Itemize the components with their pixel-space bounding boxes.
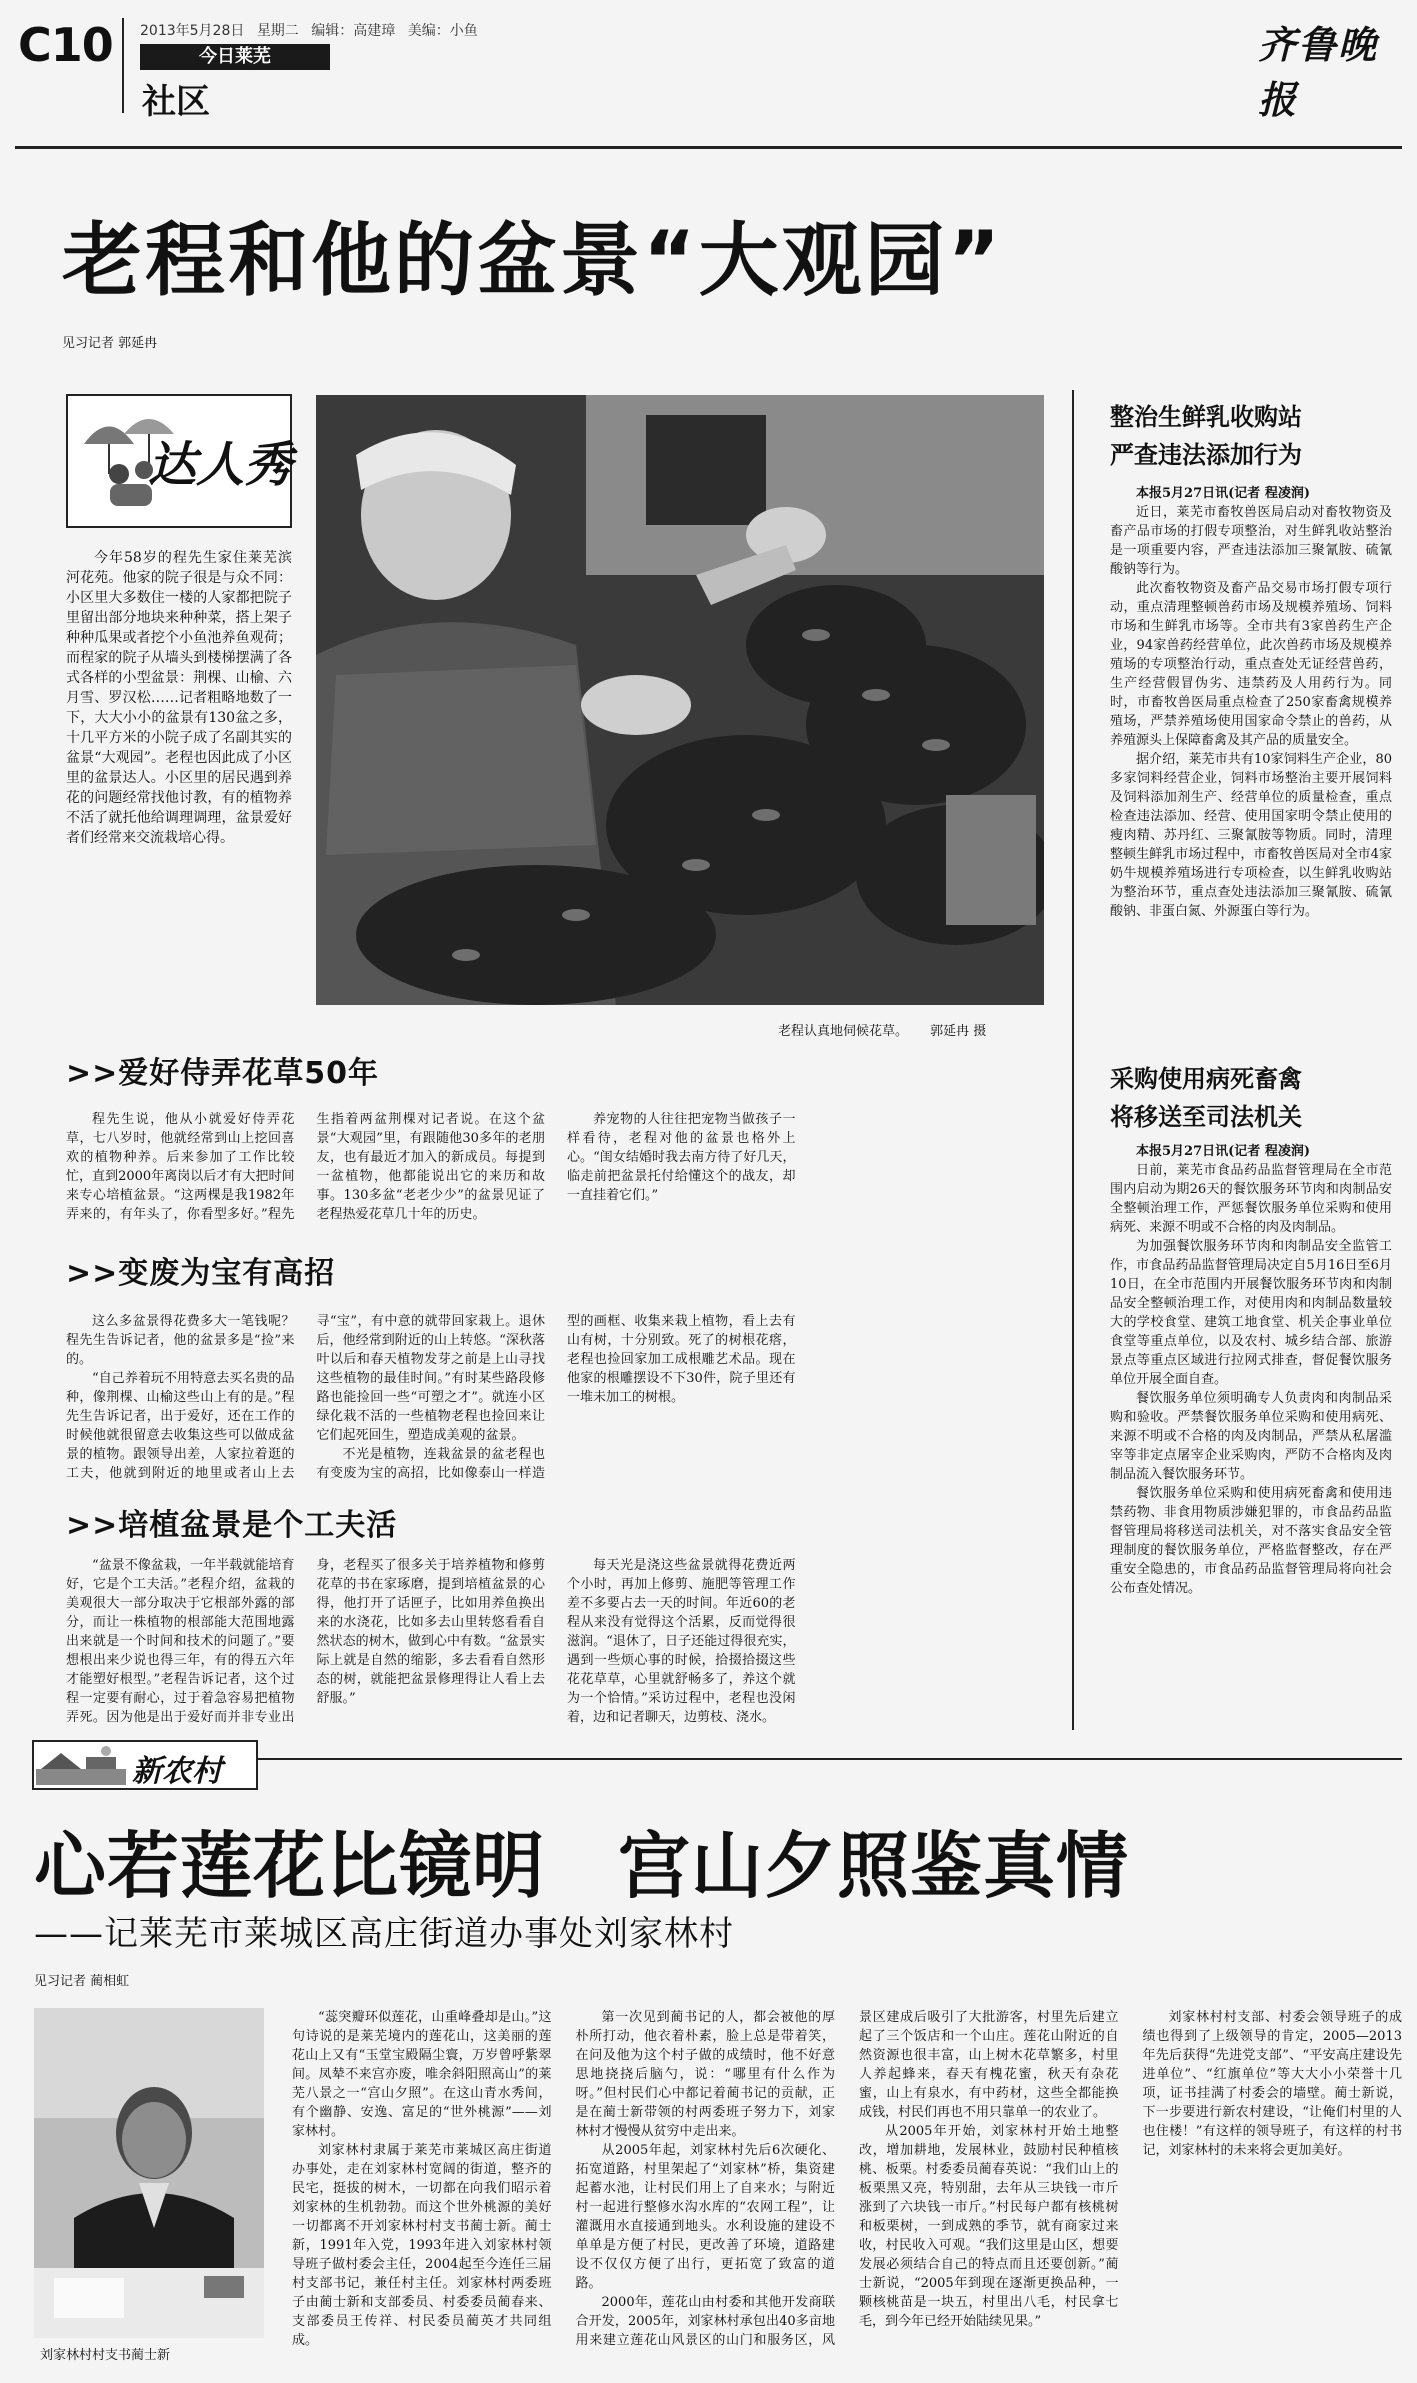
masthead-info: [140, 20, 478, 40]
paragraph: 刘家林村村支部、村委会领导班子的成绩也得到了上级领导的肯定，2005—2013年先后获得“先进党支部”、“平安高庄建设先进单位”、“红旗单位”等大大小小荣誉十几项，证书挂满了村委会的墙壁。蔺士新说，下一步要进行新农村建设，“让俺们村里的人也住楼！”有这样的领导班子，有这样的村书记，刘家林村的未来将会更加美好。: [1142, 2010, 1402, 2158]
paragraph: 近日，莱芜市畜牧兽医局启动对畜牧物资及畜产品市场的打假专项整治，对生鲜乳收站整治是一项重要内容，严查违法添加三聚氰胺、硫氰酸钠等行为。: [1110, 505, 1392, 577]
article-2-title: 心若莲花比镜明 宫山夕照鉴真情: [34, 1824, 1130, 1908]
gardener-figure-icon: [316, 395, 1044, 1005]
paragraph: 从2005年起，刘家林村先后6次硬化、拓宽道路，村里架起了“刘家林”桥，集资建起蓄水池，让村民们用上了自来水；与附近村一起进行整修水沟水库的“农网工程”，让灌溉用水直接通到地头。水利设施的建设不单单是方便了村民，更改善了环境，道路建设不仅仅方便了出行，更拓宽了致富的道路。: [575, 2143, 835, 2291]
section-body-3: [66, 1556, 1046, 1728]
designer-credit: 美编：小鱼: [407, 23, 478, 39]
sidebar-news-1-title-line2: 严查违法添加行为: [1110, 441, 1302, 469]
paragraph: 刘家林村隶属于莱芜市莱城区高庄街道办事处，走在刘家林村宽阔的街道，整齐的民宅，挺拔的树木，一切都在向我们昭示着刘家林的生机勃勃。而这个世外桃源的美好一切都离不开刘家林村村支书蔺士新。蔺士新，1991年入党，1993年进入刘家林村领导班子做村委会主任，2004起至今连任三届村支部书记，兼任村主任。刘家林村两委班子由蔺士新和支部委员、村委委员蔺春来、支部委员王传祥、村民委员蔺英才共同组成。: [292, 2143, 552, 2348]
farm-scene-icon: [36, 1743, 126, 1785]
sidebar-news-2-title: [1110, 1060, 1302, 1136]
section-tab: [140, 44, 330, 70]
paragraph: “自己养着玩不用特意去买名贵的品种，像荆棵、山榆这些山上有的是。”程先生告诉记者，出于爱好，还在工作的时候他就很留意去收集这些可以做成盆景的植物。跟领导出差，人家拉着逛的工夫，他就到附近的地里或者山上去寻“宝”，有中意的就带回家栽上。退休后，他经常到附近的山上转悠。“深秋落叶以后和春天植物发芽之前是上山寻找这些植物的最佳时间。”有时某些路段修路也能捡回一些“可塑之才”。就连小区绿化栽不活的一些植物老程也捡回来让它们起死回生，塑造成美观的盆景。: [66, 1314, 545, 1481]
editor-credit: 编辑：高建璋: [311, 23, 396, 39]
daren-badge-label: 达人秀: [148, 437, 293, 493]
paragraph: 日前，莱芜市食品药品监督管理局在全市范围内启动为期26天的餐饮服务环节肉和肉制品安全整顿治理工作，严惩餐饮服务单位采购和使用病死、来源不明或不合格的肉及肉制品。: [1110, 1163, 1392, 1235]
paragraph: 餐饮服务单位采购和使用病死畜禽和使用违禁药物、非食用物质涉嫌犯罪的，市食品药品监督管理局将移送司法机关，对不落实食品安全管理制度的餐饮服务单位，严格监督整改，存在严重安全隐患的，市食品药品监督管理局将向社会公布查处情况。: [1110, 1486, 1392, 1596]
paragraph: 此次畜牧物资及畜产品交易市场打假专项行动，重点清理整顿兽药市场及规模养殖场、饲料市场和生鲜乳市场等。全市共有3家兽药生产企业，94家兽药经营单位，此次兽药市场及规模养殖场的专项整治行动，重点查处无证经营兽药，生产经营假冒伪劣、违禁药及人用药行为。同时，市畜牧兽医局重点检查了250家畜禽规模养殖场，严禁养殖场使用国家命令禁止的兽药，从养殖源头上保障畜禽及其产品的质量安全。: [1110, 581, 1392, 748]
section-body-2: [66, 1312, 1046, 1496]
paragraph: 第一次见到蔺书记的人，都会被他的厚朴所打动，他衣着朴素，脸上总是带着笑，在问及他为这个村子做的成绩时，他不好意思地挠挠后脑勺，说：“哪里有什么作为呀。”但村民们心中都记着蔺书记的贡献，正是在蔺士新带领的村两委班子努力下，刘家林村才慢慢从贫穷中走出来。: [575, 2010, 835, 2139]
section-heading-1: >>爱好侍弄花草50年: [66, 1056, 380, 1091]
paragraph: 为加强餐饮服务环节肉和肉制品安全监管工作，市食品药品监督管理局决定自5月16日至6月10日，在全市范围内开展餐饮服务环节肉和肉制品安全整顿治理工作，对使用肉和肉制品数量较大的学校食堂、建筑工地食堂、机关企事业单位食堂等重点单位，以及农村、城乡结合部、旅游景点等重点区域进行拉网式排查，督促餐饮服务单位开展全面自查。: [1110, 1239, 1392, 1387]
paragraph: 2000年，莲花山由村委和其他开发商联合开发，2005年，刘家林村承包出40多亩地用来建立莲花山风景区的山门和服务区，风景区建成后吸引了大批游客，村里先后建立起了三个饭店和一个山庄。莲花山附近的自然资源也很丰富，山上树木花草繁多，村里人养起蜂来，春天有槐花蜜，秋天有杂花蜜，山上有泉水，有中药材，这些全都能换成钱，村民们再也不用只靠单一的农业了。: [575, 2010, 1119, 2348]
section-body-1: [66, 1110, 1046, 1228]
paragraph: 从2005年开始，刘家林村开始土地整改，增加耕地，发展林业，鼓励村民种植核桃、板栗。村委委员蔺春英说：“我们山上的板栗黑又亮，特别甜，去年从三块钱一市斤涨到了六块钱一市斤。”村民每户都有核桃树和板栗树，一到成熟的季节，就有商家过来收，村民收入可观。“我们这里是山区，想要发展必须结合自己的特点而且还要创新。”蔺士新说，“2005年到现在逐渐更换品种，一颗核桃苗是一块五，村里出八毛，村民拿七毛，到今年已经开始陆续见果。”: [859, 2124, 1119, 2329]
sidebar-news-1-body: [1110, 484, 1392, 1044]
section-heading-2: >>变废为宝有高招: [66, 1256, 336, 1291]
article-1-intro-text: 今年58岁的程先生家住莱芜滨河花苑。他家的院子很是与众不同：小区里大多数住一楼的人家都把院子里留出部分地块来种种菜，搭上架子种种瓜果或者挖个小鱼池养鱼观荷；而程家的院子从墙头到楼梯摆满了各式各样的小型盆景：荆棵、山榆、六月雪、罗汉松……记者粗略地数了一下，大大小小的盆景有130盆之多，十几平方米的小院子成了名副其实的盆景“大观园”。老程也因此成了小区里的盆景达人。小区里的居民遇到养花的问题经常找他讨教，有的植物养不活了就托他给调理调理，盆景爱好者们经常来交流栽培心得。: [66, 550, 292, 846]
article-2-rule: [66, 1758, 1402, 1760]
issue-weekday: 星期二: [256, 23, 299, 39]
paragraph: 程先生说，他从小就爱好侍弄花草，七八岁时，他就经常到山上挖回喜欢的植物种养。后来参加了工作比较忙，直到2000年离岗以后才有大把时间来专心培植盆景。“这两棵是我1982年弄来的，有年头了，你看型多好。”程先生指着两盆荆棵对记者说。在这个盆景“大观园”里，有跟随他30多年的老朋友，也有最近才加入的新成员。每提到一盆植物，他都能说出它的来历和故事。130多盆“老老少少”的盆景见证了老程热爱花草几十年的历史。: [66, 1112, 545, 1222]
article-1-title: 老程和他的盆景“大观园”: [62, 214, 1004, 307]
article-1-intro: [66, 548, 292, 1008]
article-1-byline: 见习记者 郭延冉: [62, 336, 158, 351]
issue-date: 2013年5月28日: [140, 23, 245, 39]
sidebar-news-2-lead: 本报5月27日讯(记者 程凌润): [1136, 1144, 1310, 1159]
article-2-photo-caption: 刘家林村村支书蔺士新: [40, 2348, 171, 2363]
article-1-photo: [316, 395, 1044, 1005]
paragraph: 餐饮服务单位须明确专人负责肉和肉制品采购和验收。严禁餐饮服务单位采购和使用病死、来源不明或不合格的肉及肉制品，严禁从私屠滥宰等非定点屠宰企业采购肉，严防不合格肉及肉制品流入餐饮服务环节。: [1110, 1391, 1392, 1482]
masthead-divider: [122, 18, 124, 113]
paragraph: “盆景不像盆栽，一年半载就能培育好，它是个工夫活。”老程介绍，盆栽的美观很大一部分取决于它根部外露的部分，而让一株植物的根部能大范围地露出来就是一个时间和技术的问题了。”要想根出来少说也得三年，有的得五六年才能塑好根型。”老程告诉记者，这个过程一定要有耐心，过于着急容易把植物弄死。因为他是出于爱好而并非专业出身，老程买了很多关于培养植物和修剪花草的书在家琢磨，提到培植盆景的心得，他打开了话匣子，比如用养鱼换出来的水浇花，比如多去山里转悠看看自然状态的树木，做到心中有数。“盆景实际上就是自然的缩影，多去看看自然形态的树，就能把盆景修理得让人看上去舒服。”: [66, 1558, 545, 1725]
photo-caption-text: 老程认真地伺候花草。: [778, 1024, 909, 1039]
sidebar-news-1-title-line1: 整治生鲜乳收购站: [1110, 403, 1302, 431]
paragraph: 据介绍，莱芜市共有10家饲料生产企业，80多家饲料经营企业，饲料市场整治主要开展饲料及饲料添加剂生产、经营单位的质量检查，重点检查违法添加、经营、使用国家明令禁止使用的瘦肉精、苏丹红、三聚氰胺等物质。同时，清理整顿生鲜乳市场过程中，市畜牧兽医局对全市4家奶牛规模养殖场进行专项检查，以生鲜乳收购站为整治环节，重点查处违法添加三聚氰胺、硫氰酸钠、非蛋白氮、外源蛋白等行为。: [1110, 752, 1392, 919]
paragraph: 这么多盆景得花费多大一笔钱呢？程先生告诉记者，他的盆景多是“捡”来的。: [66, 1314, 295, 1367]
newspaper-logo: 齐鲁晚报: [1258, 22, 1379, 122]
xinnongcun-badge: [32, 1740, 258, 1790]
sidebar-news-1-title: [1110, 398, 1302, 474]
section-name: 社区: [142, 82, 210, 122]
paragraph: 不光是植物，连栽盆景的盆老程也有变废为宝的高招，比如像泰山一样造型的画框、收集来栽上植物，看上去有山有树，十分别致。死了的树根花瘩，老程也捡回家加工成根雕艺术品。现在他家的根雕摆设不下30件，院子里还有一堆未加工的树根。: [316, 1314, 796, 1481]
sidebar-news-2-body: [1110, 1142, 1392, 1730]
sidebar-news-2-title-line2: 将移送至司法机关: [1110, 1103, 1302, 1131]
article-2-body: [292, 2008, 1402, 2368]
portrait-icon: [34, 2008, 264, 2338]
paragraph: “蕊突瓣环似莲花，山重峰叠却是山。”这句诗说的是莱芜境内的莲花山，这美丽的莲花山上又有“玉堂宝殿隔尘寰，万岁曾呼紫翠间。凤辇不来宫亦废，唯余斜阳照高山”的莱芜八景之一“宫山夕照”。在这山青水秀间，有个幽静、安逸、富足的“世外桃源”——刘家林村。: [292, 2010, 552, 2139]
article-1-photo-caption: [778, 1020, 986, 1039]
daren-badge: [66, 394, 292, 528]
sidebar-news-2-title-line1: 采购使用病死畜禽: [1110, 1065, 1302, 1093]
page-number: C10: [18, 18, 113, 72]
article-2-photo: [34, 2008, 264, 2338]
sidebar-news-1-lead: 本报5月27日讯(记者 程凌润): [1136, 486, 1310, 501]
paragraph: 养宠物的人往往把宠物当做孩子一样看待，老程对他的盆景也格外上心。“闺女结婚时我去南方待了好几天，临走前把盆景托付给懂这个的战友，却一直挂着它们。”: [567, 1112, 796, 1203]
paragraph: 每天光是浇这些盆景就得花费近两个小时，再加上修剪、施肥等管理工作差不多要占去一天的时间。年近60的老程从来没有觉得这个活累，反而觉得很滋润。“退休了，日子还能过得很充实，遇到一些烦心事的时候，拾掇拾掇这些花花草草，心里就舒畅多了，养这个就为一个恰情。”采访过程中，老程也没闲着，边和记者聊天，边剪枝、浇水。: [567, 1558, 796, 1725]
section-tab-label: 今日莱芜: [199, 46, 271, 67]
sidebar-divider: [1072, 390, 1074, 1730]
masthead: [0, 0, 1417, 145]
xinnongcun-badge-label: 新农村: [132, 1754, 222, 1789]
photo-credit: 郭延冉 摄: [930, 1024, 987, 1039]
section-heading-3: >>培植盆景是个工夫活: [66, 1508, 398, 1543]
article-2-byline: 见习记者 蔺相虹: [34, 1974, 130, 1989]
masthead-rule: [15, 146, 1402, 149]
article-2-subtitle: ——记莱芜市莱城区高庄街道办事处刘家林村: [34, 1914, 734, 1954]
